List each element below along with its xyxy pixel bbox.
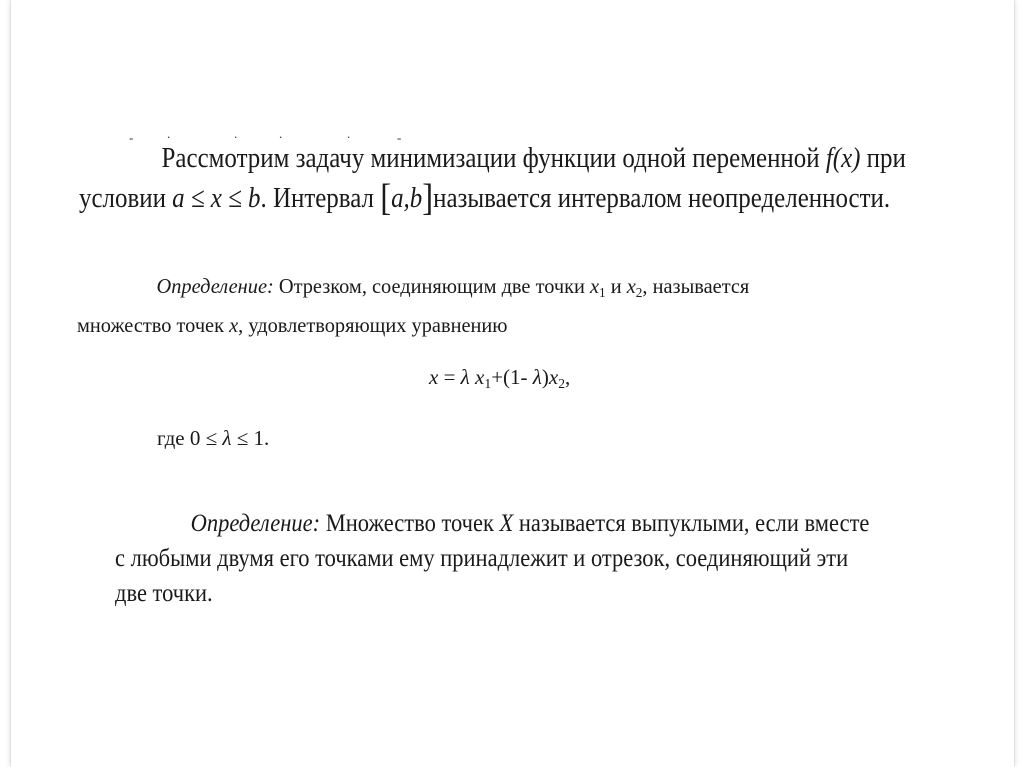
subscript-1: 1: [599, 285, 606, 300]
problem-line-2-mid: . Интервал: [260, 182, 381, 214]
definition-segment-line-2: [77, 309, 749, 341]
equation-comma: ,: [565, 365, 571, 389]
lambda-range-start: где 0 ≤: [157, 426, 223, 450]
interval-bracket-open: [: [380, 177, 392, 219]
function-fx: f(x): [825, 142, 861, 174]
definition-segment-end: , называется: [642, 274, 750, 298]
definition-convex-line-2: с любыми двумя его точками ему принадлежит и отрезок, соединяющий эти: [115, 545, 849, 572]
equation-close-paren: ): [541, 365, 549, 389]
definition-segment: [77, 270, 749, 341]
problem-statement: [79, 138, 906, 219]
problem-line-1-text: Рассмотрим задачу минимизации функции одной переменной: [161, 142, 826, 174]
definition-label-2: Определение:: [190, 510, 321, 537]
definition-segment-line-2-text: множество точек: [77, 313, 230, 337]
definition-label: Определение:: [156, 274, 274, 298]
equation-equals: =: [438, 365, 461, 389]
lambda-range-end: ≤ 1.: [231, 426, 270, 450]
problem-line-1-end: при: [860, 142, 906, 174]
definition-convex-line-1: [115, 506, 869, 541]
subscript-2: 2: [635, 285, 643, 300]
point-x1: x: [589, 274, 600, 298]
lambda-2: λ: [532, 365, 542, 389]
set-X: X: [499, 510, 514, 537]
equation-lhs: x: [429, 365, 439, 389]
segment-equation: [429, 365, 570, 392]
point-x: x: [229, 313, 239, 337]
lambda-range: [157, 426, 269, 451]
equation-x2: x: [548, 365, 559, 389]
equation-mid: +(1-: [491, 365, 533, 389]
problem-line-2: [79, 177, 891, 219]
definition-segment-text: Отрезком, соединяющим две точки: [273, 274, 590, 298]
conjunction-and: и: [605, 274, 627, 298]
lambda-symbol: λ: [222, 426, 232, 450]
slide-page: - . . . . - Рассмотрим задачу минимизации функции одной переменной f(x) при условии a ≤ x ≤ b. Интервал [a,b]называется интервалом неопределенности. Определение: Отрезком, соединяющим две точки $x_1$ и $x_2$, называется множество точек x, удовлетворяющих уравнению x = λ $x_1+(1-$ $\lambda)x_2$, где 0 ≤ λ ≤ 1. Определение: Множество точек X называется выпуклыми, если вместе с любыми двумя его точками ему принадлежит и отрезок, соединяющий эти две точки.: [11, 0, 1014, 767]
lambda-1: λ: [460, 365, 470, 389]
equation-sub-1: 1: [484, 376, 492, 391]
equation-sub-2: 2: [558, 376, 566, 391]
point-x2: x: [626, 274, 636, 298]
problem-line-2-end: называется интервалом неопределенности.: [433, 182, 891, 214]
definition-segment-line-1: [77, 270, 749, 309]
interval-bracket-close: ]: [422, 177, 434, 219]
definition-convex-line-1-end: называется выпуклыми, если вместе: [513, 510, 870, 537]
problem-line-2-start: условии: [79, 182, 173, 214]
equation-x1: x: [475, 365, 485, 389]
definition-convex-text: Множество точек: [320, 510, 500, 537]
condition-formula: a ≤ x ≤ b: [172, 182, 261, 214]
problem-line-1: [79, 138, 906, 178]
definition-segment-line-2-end: , удовлетворяющих уравнению: [238, 313, 508, 337]
definition-convex-set: [115, 506, 869, 611]
definition-convex-line-3: две точки.: [115, 580, 213, 607]
interval-ab: a,b: [391, 182, 423, 214]
